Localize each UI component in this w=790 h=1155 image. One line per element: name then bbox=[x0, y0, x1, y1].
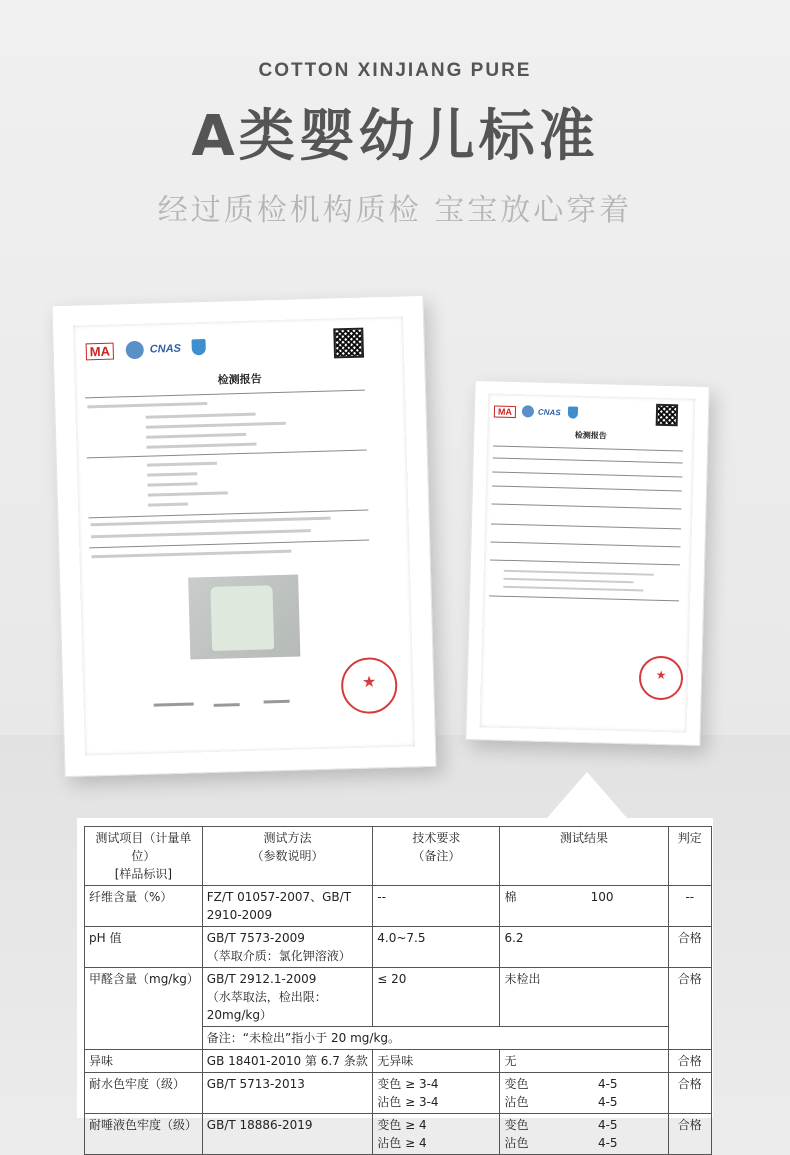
cma-logo: MA bbox=[494, 406, 516, 419]
report-logos bbox=[488, 393, 696, 424]
divider bbox=[490, 559, 680, 565]
ilac-logo bbox=[522, 405, 534, 417]
cell-verdict: 合格 bbox=[668, 968, 711, 1050]
cell-item: 异味 bbox=[85, 1050, 203, 1073]
header-result: 测试结果 bbox=[500, 827, 668, 886]
cell-item: 耐唾液色牢度（级） bbox=[85, 1114, 203, 1155]
text-line bbox=[91, 517, 331, 527]
header-verdict: 判定 bbox=[668, 827, 711, 886]
qr-code bbox=[656, 404, 679, 427]
divider bbox=[491, 523, 681, 529]
text-line bbox=[146, 433, 246, 439]
cell-verdict: 合格 bbox=[668, 1073, 711, 1114]
text-line bbox=[148, 503, 188, 507]
text-line bbox=[146, 422, 286, 429]
cell-requirement: 变色 ≥ 4 沾色 ≥ 4 bbox=[373, 1114, 500, 1155]
cell-item: pH 值 bbox=[85, 927, 203, 968]
red-seal-stamp: ★ bbox=[340, 657, 398, 715]
cma-logo: MA bbox=[86, 343, 115, 361]
divider bbox=[493, 445, 683, 451]
text-line bbox=[91, 550, 291, 559]
signature bbox=[154, 702, 194, 706]
english-subtitle: COTTON XINJIANG PURE bbox=[258, 60, 532, 81]
cell-item: 耐水色牢度（级） bbox=[85, 1073, 203, 1114]
cell-verdict: 合格 bbox=[668, 1114, 711, 1155]
signature bbox=[264, 700, 290, 704]
cell-method: GB/T 2912.1-2009 （水萃取法，检出限：20mg/kg） bbox=[202, 968, 373, 1027]
cell-requirement: ≤ 20 bbox=[373, 968, 500, 1027]
report-document-small bbox=[480, 393, 696, 732]
header-requirement: 技术要求 （备注） bbox=[373, 827, 500, 886]
cell-result: 变色 4-5 沾色 4-5 bbox=[500, 1073, 668, 1114]
cell-method: GB 18401-2010 第 6.7 条款 bbox=[202, 1050, 373, 1073]
cell-result: 变色 4-5 沾色 4-5 bbox=[500, 1114, 668, 1155]
table-row bbox=[85, 886, 712, 927]
cell-verdict: 合格 bbox=[668, 927, 711, 968]
cnas-logo: CNAS bbox=[149, 342, 182, 356]
cnas-logo: CNAS bbox=[537, 407, 561, 418]
text-line bbox=[146, 443, 256, 449]
divider bbox=[491, 503, 681, 509]
report-title: 检测报告 bbox=[217, 372, 262, 387]
table-note: 备注：“未检出”指小于 20 mg/kg。 bbox=[202, 1027, 668, 1050]
cell-method: FZ/T 01057-2007、GB/T 2910-2009 bbox=[202, 886, 373, 927]
table-row bbox=[85, 1073, 712, 1114]
cell-requirement: -- bbox=[373, 886, 500, 927]
text-line bbox=[146, 413, 256, 419]
text-line bbox=[147, 462, 217, 467]
report-document-large bbox=[73, 316, 415, 755]
text-line bbox=[503, 586, 643, 592]
cell-method: GB/T 7573-2009 （萃取介质：氯化钾溶液） bbox=[202, 927, 373, 968]
report-frame-large bbox=[51, 295, 436, 777]
text-line bbox=[148, 482, 198, 486]
text-line bbox=[504, 570, 654, 576]
cell-requirement: 变色 ≥ 3-4 沾色 ≥ 3-4 bbox=[373, 1073, 500, 1114]
table-row bbox=[85, 1050, 712, 1073]
shield-icon bbox=[568, 406, 578, 418]
report-logos bbox=[73, 316, 404, 363]
page-title: A类婴幼儿标准 bbox=[191, 104, 599, 169]
tagline: 经过质检机构质检 宝宝放心穿着 bbox=[157, 193, 633, 228]
cell-requirement: 无异味 bbox=[373, 1050, 500, 1073]
cell-result: 6.2 bbox=[500, 927, 668, 968]
divider bbox=[493, 457, 683, 463]
table-row bbox=[85, 968, 712, 1027]
test-results-table bbox=[84, 826, 712, 1155]
romper-image bbox=[210, 585, 274, 651]
cell-result: 棉 100 bbox=[500, 886, 668, 927]
cell-verdict: 合格 bbox=[668, 1050, 711, 1073]
table-row bbox=[85, 1114, 712, 1155]
report-frame-small bbox=[465, 380, 709, 746]
cell-item: 纤维含量（%） bbox=[85, 886, 203, 927]
cell-requirement: 4.0~7.5 bbox=[373, 927, 500, 968]
shield-icon bbox=[191, 339, 205, 355]
divider bbox=[85, 390, 365, 399]
product-photo bbox=[188, 575, 300, 660]
cell-result: 未检出 bbox=[500, 968, 668, 1027]
text-line bbox=[147, 472, 197, 476]
header-item: 测试项目（计量单位） [样品标识] bbox=[85, 827, 203, 886]
cell-method: GB/T 18886-2019 bbox=[202, 1114, 373, 1155]
cell-result: 无 bbox=[500, 1050, 668, 1073]
table-header-row bbox=[85, 827, 712, 886]
divider bbox=[87, 450, 367, 459]
ilac-logo bbox=[126, 341, 144, 359]
text-line bbox=[87, 402, 207, 408]
text-line bbox=[148, 491, 228, 496]
cell-verdict: -- bbox=[668, 886, 711, 927]
divider bbox=[492, 471, 682, 477]
table-row bbox=[85, 927, 712, 968]
text-line bbox=[504, 578, 634, 583]
divider bbox=[491, 541, 681, 547]
divider bbox=[492, 485, 682, 491]
divider bbox=[89, 540, 369, 549]
divider bbox=[489, 595, 679, 601]
header-method: 测试方法 （参数说明） bbox=[202, 827, 373, 886]
cell-item: 甲醛含量（mg/kg） bbox=[85, 968, 203, 1050]
text-line bbox=[91, 529, 311, 538]
red-seal-stamp: ★ bbox=[638, 655, 683, 700]
report-title: 检测报告 bbox=[574, 430, 607, 441]
callout-notch bbox=[547, 772, 627, 818]
qr-code bbox=[333, 328, 364, 359]
signature bbox=[214, 703, 240, 707]
cell-method: GB/T 5713-2013 bbox=[202, 1073, 373, 1114]
